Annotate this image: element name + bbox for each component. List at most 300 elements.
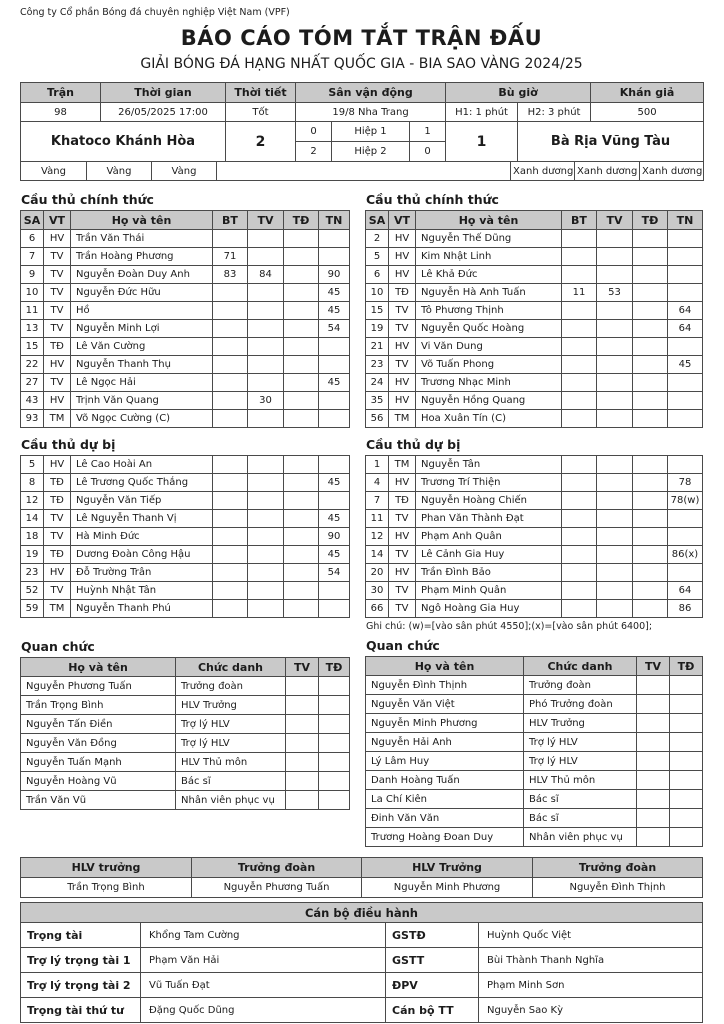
- table-cell: [562, 564, 597, 582]
- table-cell: [637, 809, 670, 828]
- table-row: [21, 528, 350, 546]
- table-cell: 64: [668, 582, 703, 600]
- table-cell: 6: [366, 266, 389, 284]
- table-cell: [633, 510, 668, 528]
- extratime-h1: H1: 1 phút: [446, 103, 518, 122]
- table-cell: [213, 374, 248, 392]
- table-cell: [562, 392, 597, 410]
- table-cell: [213, 510, 248, 528]
- table-cell: Trương Nhạc Minh: [416, 374, 562, 392]
- table-cell: [286, 715, 319, 734]
- home-team-column: [20, 183, 350, 847]
- table-cell: [319, 356, 350, 374]
- table-row: [21, 410, 350, 428]
- table-cell: [668, 564, 703, 582]
- extratime-h2: H2: 3 phút: [518, 103, 591, 122]
- away-subs-table: [365, 455, 703, 618]
- table-cell: [248, 456, 284, 474]
- table-cell: 78(w): [668, 492, 703, 510]
- table-cell: [633, 564, 668, 582]
- table-cell: 83: [213, 266, 248, 284]
- table-row: [21, 392, 350, 410]
- table-cell: Trịnh Văn Quang: [71, 392, 213, 410]
- table-cell: [637, 752, 670, 771]
- table-cell: HV: [389, 392, 416, 410]
- table-cell: Nguyễn Thế Dũng: [416, 230, 562, 248]
- table-cell: 11: [366, 510, 389, 528]
- table-cell: [213, 356, 248, 374]
- table-cell: [637, 695, 670, 714]
- table-cell: [213, 302, 248, 320]
- table-cell: [562, 582, 597, 600]
- table-cell: Nguyễn Văn Đồng: [21, 734, 176, 753]
- col-header-bt: BT: [213, 211, 248, 230]
- executives-title-row: [21, 903, 703, 923]
- table-cell: [597, 510, 633, 528]
- table-row: [21, 474, 350, 492]
- table-row: [366, 809, 703, 828]
- table-cell: [633, 374, 668, 392]
- table-cell: 7: [21, 248, 44, 266]
- table-cell: TM: [44, 410, 71, 428]
- table-row: [366, 714, 703, 733]
- col-header-fullname: Họ và tên: [21, 658, 176, 677]
- table-cell: [597, 374, 633, 392]
- table-cell: 78: [668, 474, 703, 492]
- table-cell: [633, 356, 668, 374]
- table-cell: [633, 230, 668, 248]
- table-row: [21, 791, 350, 810]
- table-cell: Bác sĩ: [524, 790, 637, 809]
- table-cell: Dương Đoàn Công Hậu: [71, 546, 213, 564]
- table-cell: [597, 392, 633, 410]
- table-cell: Nguyễn Tuấn Mạnh: [21, 753, 176, 772]
- home-headcoach-header: HLV trưởng: [21, 858, 192, 878]
- table-cell: [319, 456, 350, 474]
- table-cell: Đỗ Trường Trân: [71, 564, 213, 582]
- table-cell: Võ Tuấn Phong: [416, 356, 562, 374]
- table-cell: [597, 266, 633, 284]
- table-row: [366, 582, 703, 600]
- table-cell: [284, 582, 319, 600]
- table-cell: [213, 456, 248, 474]
- table-cell: HV: [44, 564, 71, 582]
- table-cell: 18: [21, 528, 44, 546]
- table-row: [366, 771, 703, 790]
- match-info-table: [20, 82, 704, 162]
- table-cell: [213, 546, 248, 564]
- home-kit-color-1: Vàng: [21, 162, 87, 181]
- table-cell: Hà Minh Đức: [71, 528, 213, 546]
- away-starters-table: [365, 210, 703, 428]
- table-row: [366, 600, 703, 618]
- table-cell: TV: [44, 248, 71, 266]
- attendance-col-header: Khán giả: [591, 83, 704, 103]
- player-table-header-row: [21, 211, 350, 230]
- table-cell: 11: [21, 302, 44, 320]
- table-cell: [284, 600, 319, 618]
- table-cell: Trọng tài: [21, 923, 141, 948]
- table-cell: [284, 374, 319, 392]
- home-teamleader-name: Nguyễn Phương Tuấn: [192, 878, 362, 898]
- half1-home-goals: 0: [296, 122, 332, 142]
- table-row: [21, 492, 350, 510]
- table-cell: [633, 302, 668, 320]
- table-row: [21, 510, 350, 528]
- table-cell: TĐ: [44, 474, 71, 492]
- table-cell: 90: [319, 528, 350, 546]
- col-header-sa: SA: [21, 211, 44, 230]
- table-cell: Lê Cảnh Gia Huy: [416, 546, 562, 564]
- table-cell: [319, 753, 350, 772]
- table-cell: [319, 248, 350, 266]
- table-cell: [633, 456, 668, 474]
- table-cell: Hồ: [71, 302, 213, 320]
- table-cell: TV: [389, 546, 416, 564]
- table-cell: 1: [366, 456, 389, 474]
- table-cell: [637, 676, 670, 695]
- org-line: Công ty Cổ phần Bóng đá chuyên nghiệp Việt Nam (VPF): [20, 7, 290, 18]
- home-teamleader-header: Trưởng đoàn: [192, 858, 362, 878]
- weather-col-header: Thời tiết: [226, 83, 296, 103]
- table-cell: 45: [319, 546, 350, 564]
- table-cell: [633, 338, 668, 356]
- away-score: 1: [446, 122, 518, 162]
- table-cell: Nguyễn Hoàng Chiến: [416, 492, 562, 510]
- table-cell: [633, 248, 668, 266]
- table-cell: [284, 230, 319, 248]
- table-cell: [213, 582, 248, 600]
- away-kit-color-1: Xanh dương: [511, 162, 575, 181]
- table-cell: [248, 600, 284, 618]
- table-row: [366, 790, 703, 809]
- table-cell: HLV Trưởng: [524, 714, 637, 733]
- half2-label: Hiệp 2: [332, 142, 410, 162]
- table-cell: [633, 266, 668, 284]
- col-header-vt: VT: [389, 211, 416, 230]
- table-cell: Trợ lý trọng tài 2: [21, 973, 141, 998]
- table-cell: 23: [21, 564, 44, 582]
- table-cell: 22: [21, 356, 44, 374]
- away-teamleader-name: Nguyễn Đình Thịnh: [533, 878, 703, 898]
- home-officials-title: Quan chức: [21, 639, 95, 654]
- table-cell: [597, 474, 633, 492]
- table-cell: [668, 392, 703, 410]
- col-header-role: Chức danh: [524, 657, 637, 676]
- half1-away-goals: 1: [410, 122, 446, 142]
- table-cell: [213, 392, 248, 410]
- table-cell: [248, 284, 284, 302]
- table-cell: [213, 320, 248, 338]
- away-team-column: [365, 183, 703, 847]
- col-header-name: Họ và tên: [416, 211, 562, 230]
- home-starters-title: Cầu thủ chính thức: [21, 192, 154, 207]
- match-executives-table: [20, 902, 703, 1023]
- table-cell: Đinh Văn Văn: [366, 809, 524, 828]
- table-row: [366, 410, 703, 428]
- table-cell: [637, 714, 670, 733]
- table-row: [366, 248, 703, 266]
- table-cell: [670, 695, 703, 714]
- table-row: [21, 600, 350, 618]
- player-table-header-row: [366, 211, 703, 230]
- table-cell: TV: [389, 582, 416, 600]
- match-header-row: [21, 83, 704, 103]
- table-cell: [597, 546, 633, 564]
- table-cell: [319, 338, 350, 356]
- table-cell: [597, 528, 633, 546]
- table-row: [21, 923, 703, 948]
- table-cell: HV: [389, 338, 416, 356]
- table-cell: [319, 791, 350, 810]
- table-cell: Trợ lý trọng tài 1: [21, 948, 141, 973]
- table-cell: [668, 248, 703, 266]
- table-row: [21, 582, 350, 600]
- table-cell: Nhân viên phục vụ: [524, 828, 637, 847]
- table-cell: 11: [562, 284, 597, 302]
- table-cell: [248, 510, 284, 528]
- table-cell: [286, 772, 319, 791]
- table-cell: TĐ: [44, 492, 71, 510]
- table-cell: [562, 248, 597, 266]
- table-cell: HV: [44, 230, 71, 248]
- table-cell: Nguyễn Hồng Quang: [416, 392, 562, 410]
- table-cell: [248, 338, 284, 356]
- table-cell: [319, 734, 350, 753]
- table-cell: [248, 564, 284, 582]
- table-cell: [597, 582, 633, 600]
- table-cell: 84: [248, 266, 284, 284]
- table-cell: [597, 600, 633, 618]
- table-cell: 56: [366, 410, 389, 428]
- home-team-name: Khatoco Khánh Hòa: [21, 122, 226, 162]
- table-cell: TV: [44, 284, 71, 302]
- table-cell: [284, 320, 319, 338]
- table-cell: HV: [389, 230, 416, 248]
- table-cell: Vũ Tuấn Đạt: [141, 973, 386, 998]
- table-cell: Trợ lý HLV: [176, 715, 286, 734]
- table-cell: Nguyễn Đức Hữu: [71, 284, 213, 302]
- table-cell: Trưởng đoàn: [176, 677, 286, 696]
- table-row: [21, 338, 350, 356]
- table-row: [366, 492, 703, 510]
- col-header-tv: TV: [248, 211, 284, 230]
- table-cell: 21: [366, 338, 389, 356]
- kit-colors-spacer: [217, 162, 511, 181]
- table-cell: Trợ lý HLV: [176, 734, 286, 753]
- table-cell: Hoa Xuân Tín (C): [416, 410, 562, 428]
- table-cell: TĐ: [389, 492, 416, 510]
- match-time: 26/05/2025 17:00: [101, 103, 226, 122]
- home-headcoach-name: Trần Trọng Bình: [21, 878, 192, 898]
- table-cell: TV: [389, 356, 416, 374]
- table-cell: Phạm Anh Quân: [416, 528, 562, 546]
- table-cell: [286, 753, 319, 772]
- table-cell: 8: [21, 474, 44, 492]
- table-cell: [319, 772, 350, 791]
- away-team-name: Bà Rịa Vũng Tàu: [518, 122, 704, 162]
- table-cell: TV: [44, 528, 71, 546]
- table-cell: [248, 302, 284, 320]
- table-cell: Đặng Quốc Dũng: [141, 998, 386, 1023]
- table-cell: Trưởng đoàn: [524, 676, 637, 695]
- table-row: [21, 248, 350, 266]
- home-score: 2: [226, 122, 296, 162]
- table-cell: [319, 410, 350, 428]
- table-cell: 45: [319, 284, 350, 302]
- table-cell: [637, 733, 670, 752]
- team-columns: [20, 183, 703, 847]
- table-cell: Nguyễn Tân: [416, 456, 562, 474]
- table-cell: [248, 474, 284, 492]
- time-col-header: Thời gian: [101, 83, 226, 103]
- table-cell: 5: [21, 456, 44, 474]
- table-cell: [633, 392, 668, 410]
- table-cell: 66: [366, 600, 389, 618]
- half2-away-goals: 0: [410, 142, 446, 162]
- table-cell: [213, 564, 248, 582]
- table-cell: Trọng tài thứ tư: [21, 998, 141, 1023]
- table-cell: 45: [319, 510, 350, 528]
- table-row: [21, 998, 703, 1023]
- match-number: 98: [21, 103, 101, 122]
- col-header-role: Chức danh: [176, 658, 286, 677]
- table-cell: Danh Hoàng Tuấn: [366, 771, 524, 790]
- table-cell: [248, 374, 284, 392]
- table-cell: TV: [44, 374, 71, 392]
- table-row: [366, 266, 703, 284]
- table-cell: [562, 492, 597, 510]
- table-cell: Nguyễn Văn Việt: [366, 695, 524, 714]
- table-cell: HLV Thủ môn: [176, 753, 286, 772]
- staff-summary-table: [20, 857, 703, 898]
- table-cell: HV: [389, 266, 416, 284]
- table-cell: Nguyễn Hà Anh Tuấn: [416, 284, 562, 302]
- table-cell: [637, 771, 670, 790]
- away-officials-table: [365, 656, 703, 847]
- col-header-td: TĐ: [633, 211, 668, 230]
- table-cell: 64: [668, 302, 703, 320]
- table-row: [21, 266, 350, 284]
- table-cell: [286, 791, 319, 810]
- half2-home-goals: 2: [296, 142, 332, 162]
- table-cell: La Chí Kiên: [366, 790, 524, 809]
- table-cell: Nguyễn Tấn Điền: [21, 715, 176, 734]
- table-row: [21, 320, 350, 338]
- table-cell: TV: [389, 302, 416, 320]
- table-cell: ĐPV: [386, 973, 479, 998]
- table-cell: Lê Trương Quốc Thắng: [71, 474, 213, 492]
- away-subs-title: Cầu thủ dự bị: [366, 437, 461, 452]
- table-cell: TV: [389, 320, 416, 338]
- executives-title: Cán bộ điều hành: [21, 903, 703, 923]
- table-cell: [319, 230, 350, 248]
- table-cell: [562, 338, 597, 356]
- table-cell: [597, 456, 633, 474]
- table-row: [366, 302, 703, 320]
- match-weather: Tốt: [226, 103, 296, 122]
- table-cell: 54: [319, 320, 350, 338]
- table-row: [366, 456, 703, 474]
- table-cell: 64: [668, 320, 703, 338]
- match-attendance: 500: [591, 103, 704, 122]
- table-row: [21, 948, 703, 973]
- away-kit-color-3: Xanh dương: [640, 162, 704, 181]
- table-cell: Nguyễn Hoàng Vũ: [21, 772, 176, 791]
- table-row: [366, 752, 703, 771]
- table-cell: Nguyễn Quốc Hoàng: [416, 320, 562, 338]
- table-cell: [248, 230, 284, 248]
- table-cell: Vi Văn Dung: [416, 338, 562, 356]
- table-cell: [319, 492, 350, 510]
- table-cell: [319, 600, 350, 618]
- table-cell: [248, 410, 284, 428]
- table-cell: Võ Ngọc Cường (C): [71, 410, 213, 428]
- table-row: [21, 546, 350, 564]
- away-starters-title: Cầu thủ chính thức: [366, 192, 499, 207]
- table-cell: [213, 230, 248, 248]
- table-cell: 14: [21, 510, 44, 528]
- table-cell: [286, 734, 319, 753]
- half1-label: Hiệp 1: [332, 122, 410, 142]
- table-cell: [668, 410, 703, 428]
- table-cell: Nguyễn Văn Tiếp: [71, 492, 213, 510]
- table-cell: 20: [366, 564, 389, 582]
- table-cell: [670, 809, 703, 828]
- table-row: [366, 564, 703, 582]
- table-cell: [633, 528, 668, 546]
- table-cell: [284, 474, 319, 492]
- table-cell: HV: [389, 474, 416, 492]
- table-cell: [562, 374, 597, 392]
- table-cell: [633, 492, 668, 510]
- table-cell: 30: [248, 392, 284, 410]
- table-cell: [668, 510, 703, 528]
- table-cell: 30: [366, 582, 389, 600]
- table-cell: [670, 676, 703, 695]
- table-cell: [319, 392, 350, 410]
- table-row: [366, 546, 703, 564]
- table-cell: 23: [366, 356, 389, 374]
- col-header-tv: TV: [286, 658, 319, 677]
- table-cell: 7: [366, 492, 389, 510]
- table-cell: HV: [389, 248, 416, 266]
- table-cell: Lê Ngọc Hải: [71, 374, 213, 392]
- table-cell: Trợ lý HLV: [524, 733, 637, 752]
- table-cell: 43: [21, 392, 44, 410]
- table-cell: [668, 456, 703, 474]
- table-cell: 90: [319, 266, 350, 284]
- table-cell: [284, 528, 319, 546]
- col-header-name: Họ và tên: [71, 211, 213, 230]
- table-row: [366, 695, 703, 714]
- table-cell: 19: [366, 320, 389, 338]
- table-cell: [284, 546, 319, 564]
- away-officials-title: Quan chức: [366, 638, 440, 653]
- away-teamleader-header: Trưởng đoàn: [533, 858, 703, 878]
- table-cell: 27: [21, 374, 44, 392]
- table-cell: [668, 374, 703, 392]
- table-cell: Nguyễn Đình Thịnh: [366, 676, 524, 695]
- table-cell: [633, 582, 668, 600]
- table-cell: [284, 456, 319, 474]
- report-subtitle: GIẢI BÓNG ĐÁ HẠNG NHẤT QUỐC GIA - BIA SAO VÀNG 2024/25: [140, 56, 583, 72]
- table-cell: Bác sĩ: [176, 772, 286, 791]
- table-row: [21, 284, 350, 302]
- table-cell: [597, 410, 633, 428]
- table-cell: [248, 528, 284, 546]
- table-row: [366, 320, 703, 338]
